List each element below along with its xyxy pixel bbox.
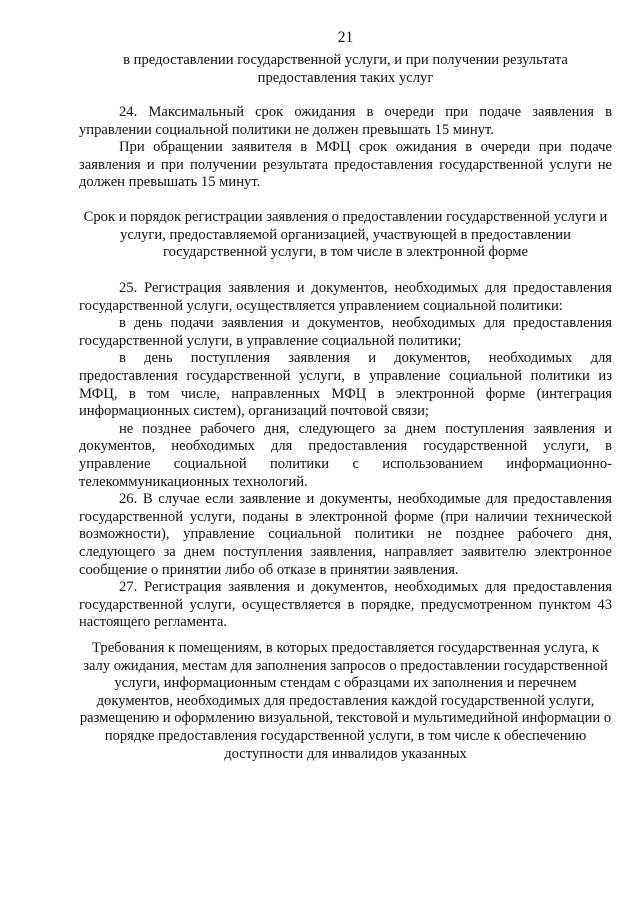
- section-title-registration: Срок и порядок регистрации заявления о предоставлении государственной услуги и услуги, предоставляемой организацией, участвующей в предоставлении государственной услуги, в том числе в электронной форме: [83, 209, 608, 261]
- paragraphs-25-27: [79, 280, 612, 632]
- paragraph-25: 25. Регистрация заявления и документов, необходимых для предоставления государственной услуги, осуществляется управлением социальной политики:: [79, 280, 612, 314]
- paragraph-27: 27. Регистрация заявления и документов, необходимых для предоставления государственной услуги, осуществляется в порядке, предусмотренном пунктом 43 настоящего регламента.: [79, 579, 612, 631]
- paragraph-25-b: в день поступления заявления и документов, необходимых для предоставления государственной услуги, в управление социальной политики из МФЦ, в том числе, направленных МФЦ в электронной форме (интеграция информационных систем), организаций почтовой связи;: [79, 350, 612, 420]
- paragraph-25-a: в день подачи заявления и документов, необходимых для предоставления государственной услуги, в управление социальной политики;: [79, 315, 612, 349]
- intro-title: в предоставлении государственной услуги, и при получении результата предоставления таких услуг: [123, 52, 568, 86]
- section-title-premises: Требования к помещениям, в которых предоставляется государственная услуга, к залу ожидания, местам для заполнения запросов о предоставлении государственной услуги, информационным стендам с образцами их заполнения и перечнем документов, необходимых для предоставления каждой государственной услуги, размещению и оформлению визуальной, текстовой и мультимедийной информации о порядке предоставления государственной услуги, в том числе к обеспечению доступности для инвалидов указанных: [79, 640, 612, 762]
- paragraph-24-block: [79, 104, 612, 192]
- page-number: 21: [337, 29, 354, 46]
- paragraph-25-c: не позднее рабочего дня, следующего за днем поступления заявления и документов, необходимых для предоставления государственной услуги, в управление социальной политики с использованием информационно-телекоммуникационных технологий.: [79, 420, 612, 490]
- paragraph-24-mfc: При обращении заявителя в МФЦ срок ожидания в очереди при подаче заявления и при получении результата предоставления государственной услуги не должен превышать 15 минут.: [79, 139, 612, 191]
- paragraph-24: 24. Максимальный срок ожидания в очереди при подаче заявления в управлении социальной политики не должен превышать 15 минут.: [79, 104, 612, 138]
- paragraph-26: 26. В случае если заявление и документы, необходимые для предоставления государственной услуги, поданы в электронной форме (при наличии технической возможности), управление социальной политики не позднее рабочего дня, следующего за днем поступления заявления, направляет заявителю электронное сообщение о принятии либо об отказе в принятии заявления.: [79, 491, 612, 578]
